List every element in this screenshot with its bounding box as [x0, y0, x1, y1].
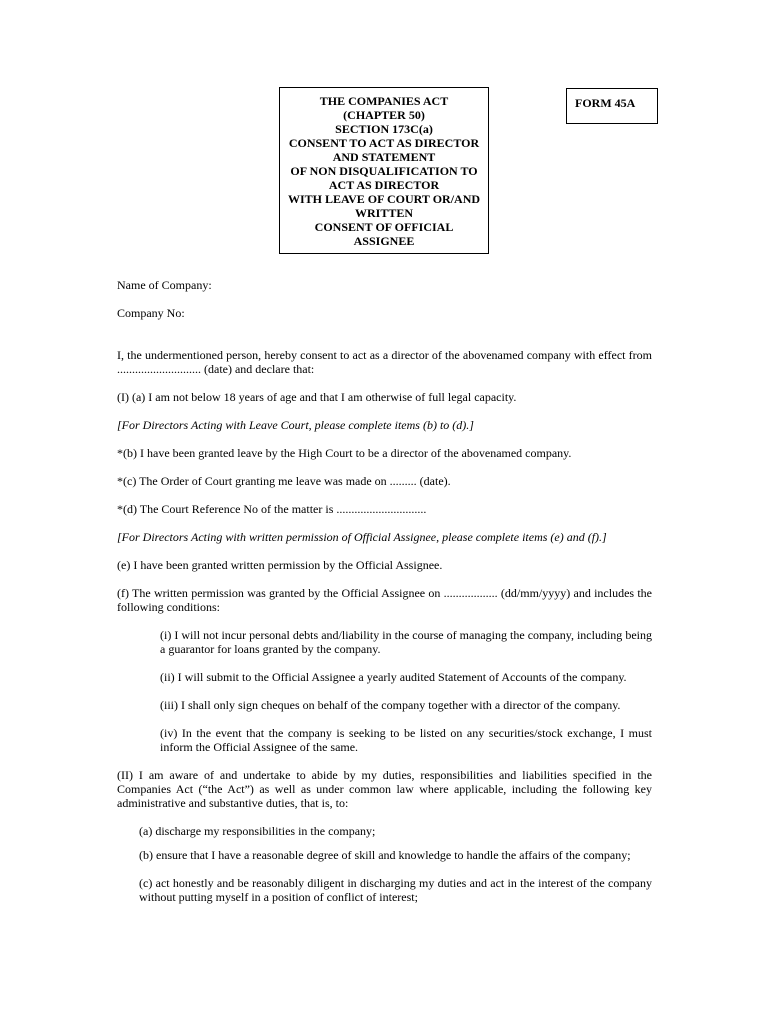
condition-i: (i) I will not incur personal debts and/liability in the course of managing the company, including being a guarantor for loans granted by the company. [160, 628, 652, 656]
company-name-label: Name of Company: [117, 278, 212, 292]
title-line: ACT AS DIRECTOR [328, 178, 440, 192]
title-line: (CHAPTER 50) [343, 108, 425, 122]
intro-paragraph: I, the undermentioned person, hereby consent to act as a director of the abovenamed company with effect from ............................ (date) and declare that: [117, 348, 652, 376]
item-f: (f) The written permission was granted by the Official Assignee on .................. (dd/mm/yyyy) and includes the following conditions: [117, 586, 652, 614]
form-number-label: FORM 45A [575, 96, 636, 110]
form-title-box [279, 87, 489, 254]
condition-ii: (ii) I will submit to the Official Assignee a yearly audited Statement of Accounts of the company. [160, 670, 627, 684]
title-line: SECTION 173C(a) [335, 122, 433, 136]
form-number-box [566, 88, 658, 124]
duty-c: (c) act honestly and be reasonably diligent in discharging my duties and act in the interest of the company without putting myself in a position of conflict of interest; [139, 876, 652, 904]
title-line: CONSENT OF OFFICIAL [314, 220, 454, 234]
item-b: *(b) I have been granted leave by the High Court to be a director of the abovenamed company. [117, 446, 572, 460]
title-line: OF NON DISQUALIFICATION TO [290, 164, 478, 178]
title-line: WRITTEN [354, 206, 413, 220]
condition-iv: (iv) In the event that the company is seeking to be listed on any securities/stock exchange, I must inform the Official Assignee of the same. [160, 726, 652, 754]
title-line: AND STATEMENT [332, 150, 436, 164]
item-e: (e) I have been granted written permission by the Official Assignee. [117, 558, 443, 572]
title-line: WITH LEAVE OF COURT OR/AND [287, 192, 481, 206]
condition-iii: (iii) I shall only sign cheques on behalf of the company together with a director of the company. [160, 698, 621, 712]
title-line: THE COMPANIES ACT [319, 94, 449, 108]
item-II: (II) I am aware of and undertake to abide by my duties, responsibilities and liabilities specified in the Companies Act (“the Act”) as well as under common law where applicable, including the following key administrative and substantive duties, that is, to: [117, 768, 652, 810]
duty-a: (a) discharge my responsibilities in the company; [139, 824, 376, 838]
item-I-a: (I) (a) I am not below 18 years of age and that I am otherwise of full legal capacity. [117, 390, 517, 404]
item-d: *(d) The Court Reference No of the matter is .............................. [117, 502, 427, 516]
title-line: CONSENT TO ACT AS DIRECTOR [288, 136, 480, 150]
company-no-label: Company No: [117, 306, 185, 320]
title-line: ASSIGNEE [353, 234, 415, 248]
item-c: *(c) The Order of Court granting me leave was made on ......... (date). [117, 474, 451, 488]
duty-b: (b) ensure that I have a reasonable degree of skill and knowledge to handle the affairs of the company; [139, 848, 631, 862]
note-official-assignee: [For Directors Acting with written permission of Official Assignee, please complete items (e) and (f).] [117, 530, 607, 544]
note-leave-court: [For Directors Acting with Leave Court, please complete items (b) to (d).] [117, 418, 474, 432]
